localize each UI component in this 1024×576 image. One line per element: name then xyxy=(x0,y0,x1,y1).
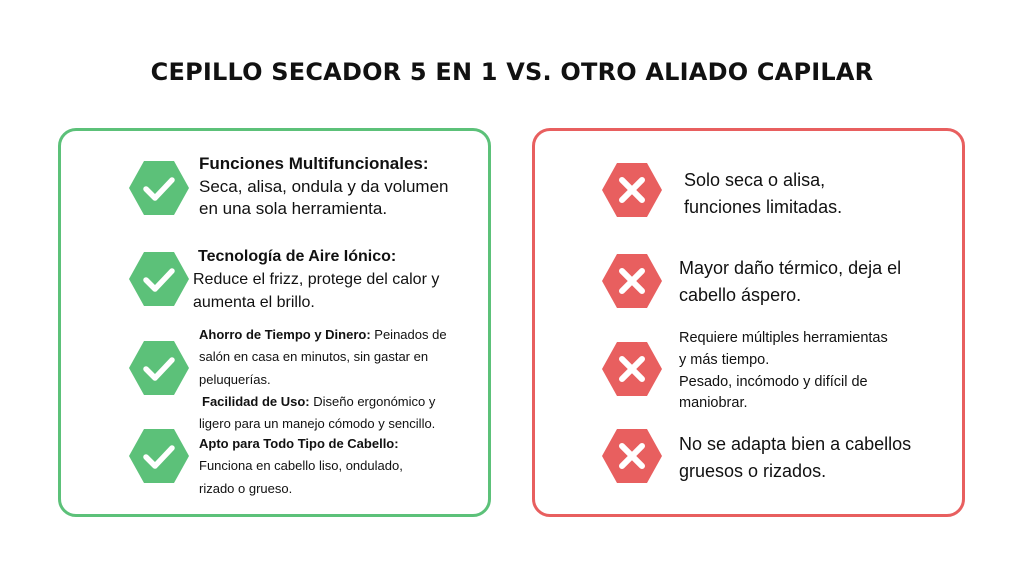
con-item-4 xyxy=(679,431,959,485)
check-icon xyxy=(128,160,190,216)
x-icon xyxy=(601,428,663,484)
x-icon xyxy=(601,253,663,309)
page-title: CEPILLO SECADOR 5 EN 1 VS. OTRO ALIADO CAPILAR xyxy=(150,58,874,86)
check-icon xyxy=(128,340,190,396)
pro-item-3-line: Peinados de xyxy=(370,327,447,342)
pro-item-4-heading: Apto para Todo Tipo de Cabello: xyxy=(199,436,399,451)
pro-item-4 xyxy=(199,433,489,500)
pro-item-1-heading: Funciones Multifuncionales: xyxy=(199,154,429,173)
con-item-3-line: Pesado, incómodo y difícil de xyxy=(679,373,868,390)
con-item-1-line: funciones limitadas. xyxy=(684,197,843,217)
con-item-2-line: Mayor daño térmico, deja el xyxy=(679,258,902,278)
pro-item-2-heading: Tecnología de Aire Iónico: xyxy=(198,248,397,265)
pro-item-3-line: Diseño ergonómico y xyxy=(309,394,436,410)
pro-item-1 xyxy=(199,153,489,221)
pro-item-3-line: salón en casa en minutos, sin gastar en xyxy=(199,349,429,365)
pro-item-3-heading: Ahorro de Tiempo y Dinero: xyxy=(199,327,371,342)
pro-item-2 xyxy=(193,245,489,315)
con-item-1-line: Solo seca o alisa, xyxy=(684,170,826,190)
con-item-2 xyxy=(679,255,959,309)
con-item-4-line: gruesos o rizados. xyxy=(679,461,827,481)
con-item-3 xyxy=(679,328,959,415)
pro-item-2-line: Reduce el frizz, protege del calor y xyxy=(193,271,440,289)
pro-item-3-line: ligero para un manejo cómodo y sencillo. xyxy=(199,416,436,432)
pro-item-4-line: rizado o grueso. xyxy=(199,480,293,496)
pro-item-1-line: en una sola herramienta. xyxy=(199,199,388,219)
pro-item-3-heading-2: Facilidad de Uso: xyxy=(202,394,310,410)
con-item-2-line: cabello áspero. xyxy=(679,285,802,305)
con-item-3-line: Requiere múltiples herramientas xyxy=(679,330,888,346)
pro-item-4-line: Funciona en cabello liso, ondulado, xyxy=(199,458,403,474)
con-item-1 xyxy=(684,167,954,221)
pro-item-3 xyxy=(199,324,489,436)
pro-item-3-line: peluquerías. xyxy=(199,371,271,387)
con-item-3-line: maniobrar. xyxy=(679,395,748,412)
check-icon xyxy=(128,428,190,484)
x-icon xyxy=(601,162,663,218)
check-icon xyxy=(128,251,190,307)
x-icon xyxy=(601,341,663,397)
con-item-4-line: No se adapta bien a cabellos xyxy=(679,434,912,454)
con-item-3-line: y más tiempo. xyxy=(679,351,770,368)
pro-item-2-line: aumenta el brillo. xyxy=(193,294,315,312)
pro-item-1-line: Seca, alisa, ondula y da volumen xyxy=(199,176,449,196)
